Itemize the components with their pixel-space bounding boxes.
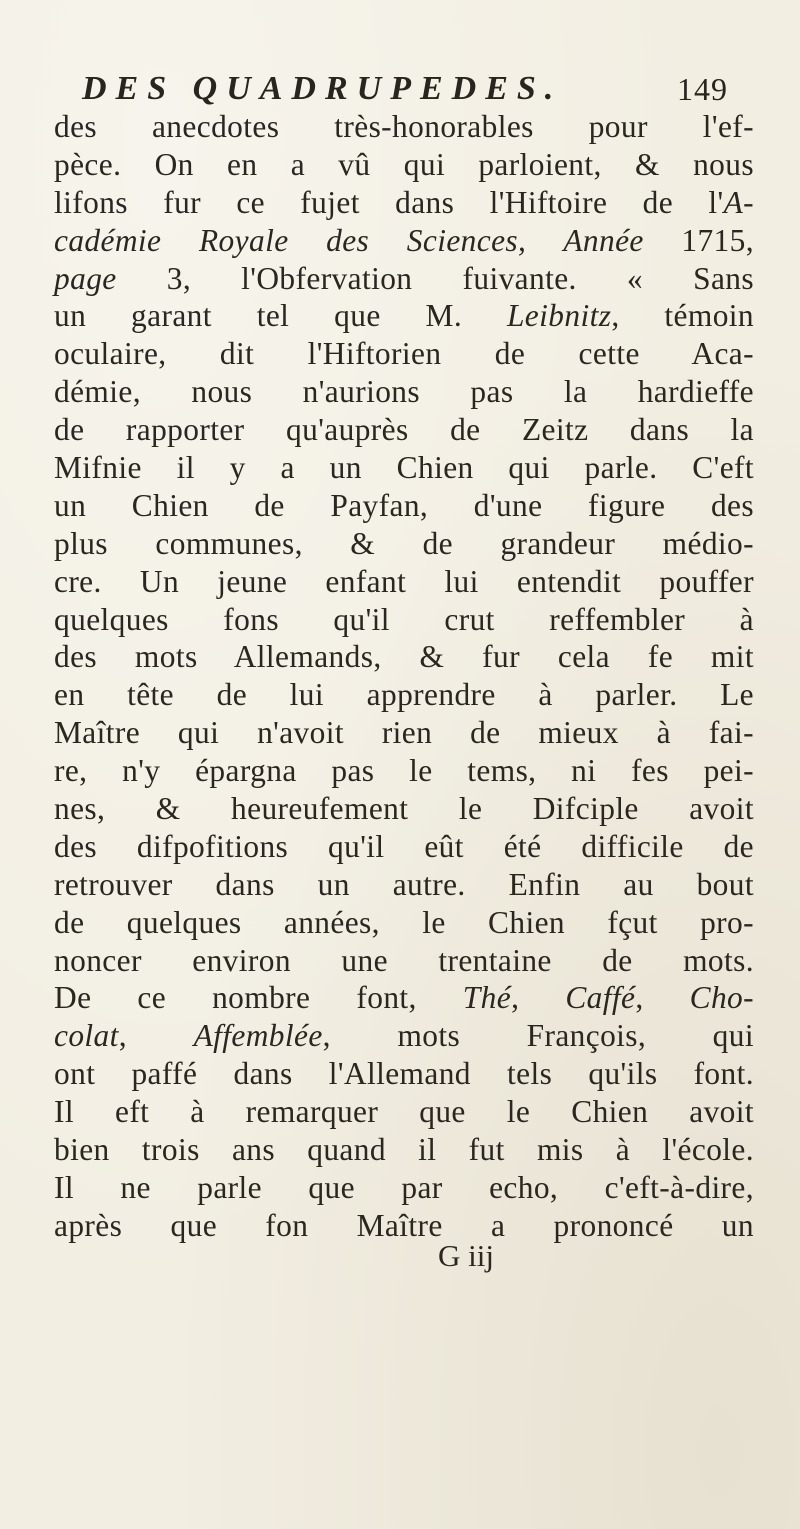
text-segment: plus communes, & de grandeur médio- — [54, 525, 754, 561]
text-segment: après que fon Maître a prononcé un — [54, 1207, 754, 1243]
text-line — [54, 373, 754, 411]
body-text — [54, 108, 754, 1245]
italic-text-segment: colat — [54, 1018, 119, 1054]
italic-text-segment: cadémie Royale des Sciences, Année — [54, 222, 644, 258]
text-line — [54, 335, 754, 373]
text-line — [54, 752, 754, 790]
text-segment: un Chien de Payfan, d'une figure des — [54, 487, 754, 523]
text-segment: pèce. On en a vû qui parloient, & nous — [54, 146, 754, 182]
italic-text-segment: Caffé — [565, 980, 636, 1016]
text-line — [54, 828, 754, 866]
text-line — [54, 601, 754, 639]
text-line — [54, 525, 754, 563]
text-segment: noncer environ une trentaine de mots. — [54, 942, 754, 978]
text-line — [54, 222, 754, 260]
text-line — [54, 563, 754, 601]
signature-mark: G iij — [438, 1238, 494, 1273]
text-segment: 1715, — [643, 222, 754, 258]
text-segment: un garant tel que M. — [54, 298, 507, 334]
text-line — [54, 1017, 754, 1055]
text-segment: retrouver dans un autre. Enfin au bout — [54, 866, 754, 902]
text-segment: , mots François, qui — [322, 1018, 754, 1054]
text-segment: lifons fur ce fujet dans l'Hiftoire de l' — [54, 184, 724, 220]
text-line — [54, 184, 754, 222]
text-line — [54, 979, 754, 1017]
text-segment: des mots Allemands, & fur cela fe mit — [54, 639, 754, 675]
text-line — [54, 1093, 754, 1131]
text-segment: bien trois ans quand il fut mis à l'école. — [54, 1132, 754, 1168]
text-line — [54, 411, 754, 449]
text-segment: , — [635, 980, 690, 1016]
text-line — [54, 1131, 754, 1169]
running-title: DES QUADRUPEDES. — [82, 70, 563, 107]
text-segment: , — [118, 1018, 194, 1054]
text-line — [54, 866, 754, 904]
text-segment: en tête de lui apprendre à parler. Le — [54, 677, 754, 713]
text-segment: ont paffé dans l'Allemand tels qu'ils font. — [54, 1056, 754, 1092]
text-segment: Il eft à remarquer que le Chien avoit — [54, 1094, 754, 1130]
text-segment: 3, l'Obfervation fuivante. « Sans — [116, 260, 754, 296]
text-line — [54, 676, 754, 714]
italic-text-segment: A- — [723, 184, 754, 220]
text-segment: quelques fons qu'il crut reffembler à — [54, 601, 754, 637]
text-segment: démie, nous n'aurions pas la hardieffe — [54, 374, 754, 410]
text-line — [54, 1169, 754, 1207]
text-line — [54, 449, 754, 487]
text-line — [54, 487, 754, 525]
text-segment: cre. Un jeune enfant lui entendit pouffer — [54, 563, 754, 599]
italic-text-segment: page — [54, 260, 117, 296]
text-line — [54, 638, 754, 676]
text-segment: , — [511, 980, 566, 1016]
text-line — [54, 904, 754, 942]
text-line — [54, 942, 754, 980]
text-segment: nes, & heureufement le Difciple avoit — [54, 791, 754, 827]
text-segment: de rapporter qu'auprès de Zeitz dans la — [54, 412, 754, 448]
text-line — [54, 714, 754, 752]
text-line — [54, 108, 754, 146]
text-segment: des difpofitions qu'il eût été difficile de — [54, 828, 754, 864]
text-line — [54, 1055, 754, 1093]
text-segment: re, n'y épargna pas le tems, ni fes pei- — [54, 753, 754, 789]
text-segment: De ce nombre font, — [54, 980, 463, 1016]
page-number: 149 — [677, 71, 728, 107]
text-line — [54, 790, 754, 828]
text-segment: , témoin — [611, 298, 755, 334]
text-segment: Il ne parle que par echo, c'eft-à-dire, — [54, 1169, 754, 1205]
italic-text-segment: Thé — [462, 980, 512, 1016]
italic-text-segment: Affemblée — [193, 1018, 323, 1054]
text-line — [54, 1207, 754, 1245]
text-segment: des anecdotes très-honorables pour l'ef- — [54, 109, 754, 144]
italic-text-segment: Leibnitz — [506, 298, 612, 334]
text-segment: Maître qui n'avoit rien de mieux à fai- — [54, 715, 754, 751]
italic-text-segment: Cho- — [689, 980, 755, 1016]
text-line — [54, 297, 754, 335]
text-segment: de quelques années, le Chien fçut pro- — [54, 904, 754, 940]
running-header — [82, 66, 728, 112]
text-segment: Mifnie il y a un Chien qui parle. C'eft — [54, 450, 754, 486]
text-line — [54, 260, 754, 298]
text-line — [54, 146, 754, 184]
text-segment: oculaire, dit l'Hiftorien de cette Aca- — [54, 336, 754, 372]
